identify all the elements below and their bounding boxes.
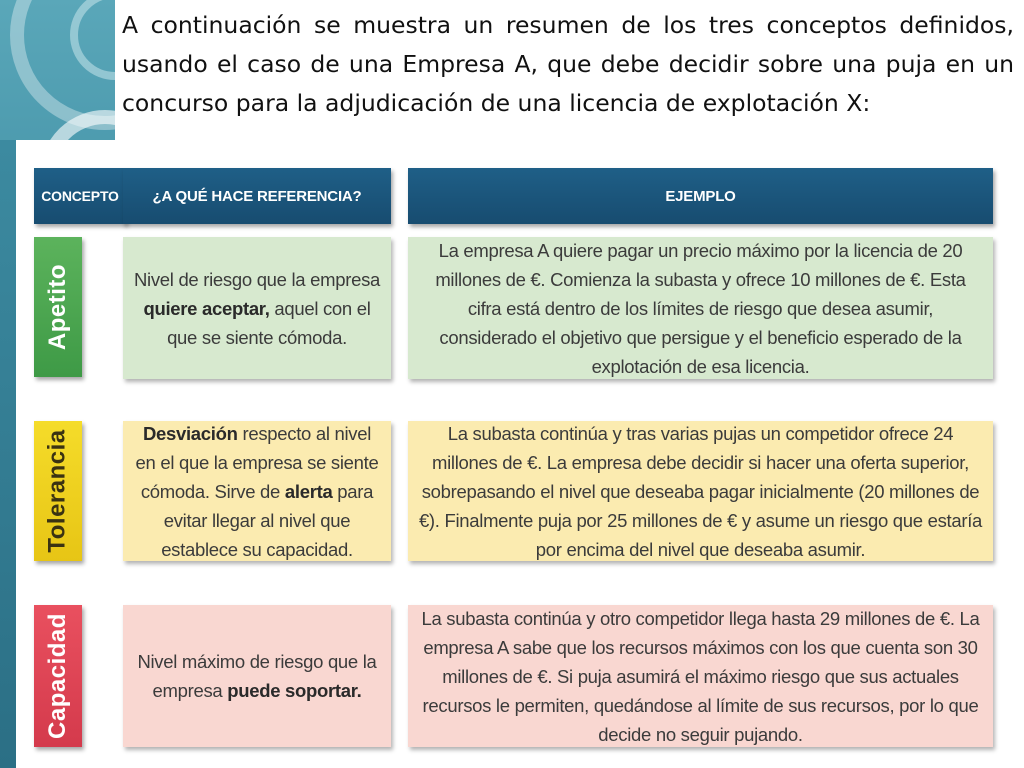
definition-emphasis: puede soportar.: [227, 680, 362, 701]
definition-capacidad: [123, 605, 391, 747]
concept-tab-capacidad: [34, 605, 82, 747]
header-ejemplo: EJEMPLO: [408, 168, 993, 224]
definition-text: aquel con el que se siente cómoda.: [167, 297, 371, 348]
definition-emphasis: quiere aceptar,: [143, 297, 270, 319]
intro-paragraph: A continuación se muestra un resumen de los tres conceptos definidos, usando el caso de una Empresa A, que debe decidir sobre una puja en un concurso para la adjudicación de una licencia de explotación X:: [122, 11, 1014, 117]
example-tolerancia: La subasta continúa y tras varias pujas un competidor ofrece 24 millones de €. La empresa debe decidir si hacer una oferta superior, sobrepasando el nivel que deseaba pagar inicialmente (20 millones de €). Finalmente puja por 25 millones de € y asume un riesgo que estaría por encima del nivel que deseaba asumir.: [408, 421, 993, 561]
concept-tab-tolerancia: [34, 421, 82, 561]
concept-label: Capacidad: [44, 613, 71, 739]
header-referencia: ¿A QUÉ HACE REFERENCIA?: [123, 168, 391, 224]
concept-tab-apetito: [34, 237, 82, 377]
risk-concepts-table: [16, 140, 1024, 768]
definition-emphasis: alerta: [284, 480, 333, 502]
header-concepto: CONCEPTO: [34, 168, 126, 224]
concept-label: Apetito: [44, 263, 71, 351]
concept-label: Tolerancia: [44, 429, 72, 553]
definition-tolerancia: [123, 421, 391, 561]
definition-text: Nivel máximo de riesgo que la empresa: [137, 651, 377, 701]
example-apetito: La empresa A quiere pagar un precio máximo por la licencia de 20 millones de €. Comienza la subasta y ofrece 10 millones de €. Esta cifra está dentro de los límites de riesgo que desea asumir, considerado el objetivo que persigue y el beneficio esperado de la explotación de esa licencia.: [408, 237, 993, 379]
definition-apetito: [123, 237, 391, 379]
decorative-strip: [0, 140, 16, 768]
definition-text: Nivel de riesgo que la empresa: [133, 268, 381, 290]
definition-emphasis: Desviación: [142, 422, 238, 444]
definition-text: para evitar llegar al nivel que establece su capacidad.: [161, 480, 374, 560]
example-capacidad: La subasta continúa y otro competidor llega hasta 29 millones de €. La empresa A sabe que los recursos máximos con los que cuenta son 30 millones de €. Si puja asumirá el máximo riesgo que sus actuales recursos le permiten, quedándose al límite de sus recursos, por lo que decide no seguir pujando.: [408, 605, 993, 747]
definition-text: respecto al nivel en el que la empresa se siente cómoda. Sirve de: [135, 422, 379, 502]
